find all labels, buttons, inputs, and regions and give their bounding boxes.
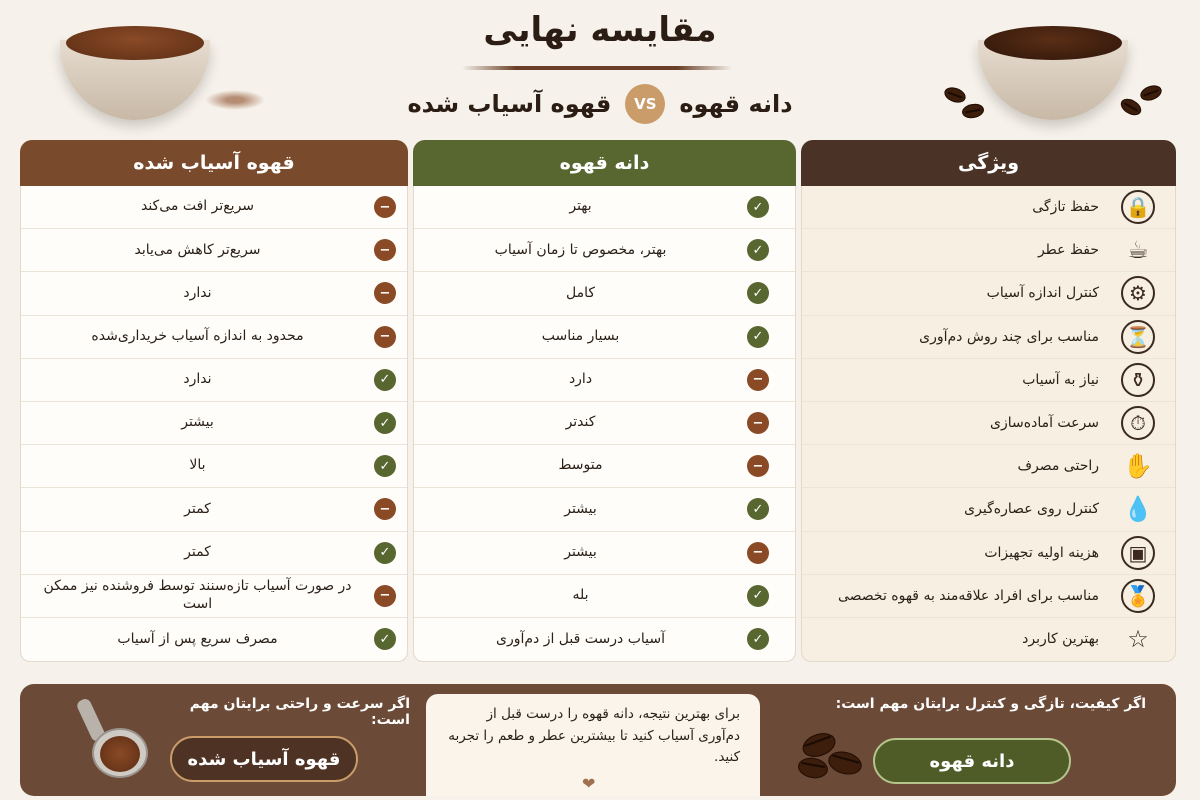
header xyxy=(0,0,1200,140)
beans-recommendation-note: اگر کیفیت، تازگی و کنترل برایتان مهم است: xyxy=(835,696,1146,712)
minus-icon: − xyxy=(374,282,396,304)
ground-column-header: قهوه آسیاب شده xyxy=(20,140,408,186)
beans-value: بهتر xyxy=(569,198,592,215)
feature-row xyxy=(802,618,1175,661)
coffee-beans-button[interactable]: دانه قهوه xyxy=(873,738,1071,784)
stopwatch-icon: ⏱ xyxy=(1121,406,1155,440)
check-icon: ✓ xyxy=(747,585,769,607)
feature-column-body xyxy=(801,186,1176,662)
wallet-icon: ▣ xyxy=(1121,536,1155,570)
ground-row xyxy=(21,575,407,618)
beans-column-body xyxy=(413,186,796,662)
check-icon: ✓ xyxy=(747,498,769,520)
beans-row xyxy=(414,618,795,661)
bean-icon xyxy=(942,85,967,106)
ground-column-body xyxy=(20,186,408,662)
beans-value: متوسط xyxy=(558,457,603,474)
feature-label: کنترل روی عصاره‌گیری xyxy=(964,501,1099,518)
check-icon: ✓ xyxy=(374,369,396,391)
feature-label: مناسب برای چند روش دم‌آوری xyxy=(919,328,1099,345)
ground-row xyxy=(21,229,407,272)
beans-row xyxy=(414,186,795,229)
beans-value: بهتر، مخصوص تا زمان آسیاب xyxy=(494,241,667,258)
beans-row xyxy=(414,532,795,575)
feature-label: کنترل اندازه آسیاب xyxy=(986,285,1099,302)
subtitle-ground: قهوه آسیاب شده xyxy=(407,90,612,118)
ground-value: ندارد xyxy=(183,284,212,301)
ground-value: بالا xyxy=(189,457,206,474)
ground-value: سریع‌تر افت می‌کند xyxy=(140,198,255,215)
shield-lock-icon: 🔒 xyxy=(1121,190,1155,224)
heart-icon: ❤ xyxy=(582,774,596,793)
beans-row xyxy=(414,575,795,618)
grinder-icon: ⚱ xyxy=(1121,363,1155,397)
coffee-scoop-image xyxy=(78,698,148,778)
beans-value: آسیاب درست قبل از دم‌آوری xyxy=(495,630,665,647)
feature-row xyxy=(802,186,1175,229)
beans-row xyxy=(414,229,795,272)
bean-icon xyxy=(961,102,985,120)
ground-row xyxy=(21,359,407,402)
minus-icon: − xyxy=(374,498,396,520)
feature-label: راحتی مصرف xyxy=(1017,458,1099,475)
ground-coffee-bowl-image xyxy=(60,40,210,120)
feature-label: هزینه اولیه تجهیزات xyxy=(984,544,1099,561)
ground-value: سریع‌تر کاهش می‌یابد xyxy=(134,241,261,258)
ground-value: کمتر xyxy=(184,500,211,517)
feature-row xyxy=(802,272,1175,315)
feature-column xyxy=(801,140,1176,662)
minus-icon: − xyxy=(374,585,396,607)
feature-label: سرعت آماده‌سازی xyxy=(990,415,1099,432)
feature-label: نیاز به آسیاب xyxy=(1022,371,1099,388)
ground-row xyxy=(21,532,407,575)
gear-icon: ⚙ xyxy=(1121,276,1155,310)
minus-icon: − xyxy=(747,369,769,391)
ground-row xyxy=(21,618,407,661)
ground-coffee-button[interactable]: قهوه آسیاب شده xyxy=(170,736,358,782)
feature-row xyxy=(802,229,1175,272)
vs-badge: VS xyxy=(625,84,665,124)
chemex-icon: ⏳ xyxy=(1121,320,1155,354)
check-icon: ✓ xyxy=(747,196,769,218)
drop-icon: 💧 xyxy=(1123,495,1153,524)
ground-recommendation-note: اگر سرعت و راحتی برایتان مهم است: xyxy=(189,696,410,728)
tip-card: برای بهترین نتیجه، دانه قهوه را درست قبل از دم‌آوری آسیاب کنید تا بیشترین عطر و طعم را تجربه کنید. xyxy=(426,694,760,796)
ok-hand-icon: ✋ xyxy=(1123,452,1153,481)
beans-column xyxy=(413,140,796,662)
minus-icon: − xyxy=(374,326,396,348)
beans-value: بسیار مناسب xyxy=(541,327,620,344)
feature-label: حفظ عطر xyxy=(1037,242,1099,259)
ground-row xyxy=(21,272,407,315)
title-underline xyxy=(462,66,732,70)
check-icon: ✓ xyxy=(374,455,396,477)
feature-label: حفظ تازگی xyxy=(1032,199,1099,216)
feature-row xyxy=(802,488,1175,531)
ground-row xyxy=(21,488,407,531)
beans-column-header: دانه قهوه xyxy=(413,140,796,186)
beans-row xyxy=(414,272,795,315)
feature-row xyxy=(802,359,1175,402)
coffee-beans-bowl-image xyxy=(978,40,1128,120)
ground-scatter xyxy=(205,90,265,110)
check-icon: ✓ xyxy=(747,628,769,650)
beans-row xyxy=(414,488,795,531)
beans-value: بیشتر xyxy=(564,500,597,517)
page-title: مقایسه نهایی xyxy=(483,10,717,50)
ground-column xyxy=(20,140,408,662)
beans-row xyxy=(414,316,795,359)
check-icon: ✓ xyxy=(747,239,769,261)
check-icon: ✓ xyxy=(747,326,769,348)
ground-row xyxy=(21,316,407,359)
feature-row xyxy=(802,402,1175,445)
subtitle xyxy=(360,82,840,126)
subtitle-beans: دانه قهوه xyxy=(679,90,793,118)
ground-value: بیشتر xyxy=(181,414,214,431)
beans-row xyxy=(414,359,795,402)
recommendation-panel xyxy=(20,684,1176,796)
check-icon: ✓ xyxy=(374,412,396,434)
beans-row xyxy=(414,445,795,488)
beans-value: کندتر xyxy=(565,414,596,431)
feature-label: مناسب برای افراد علاقه‌مند به قهوه تخصصی xyxy=(837,587,1099,604)
ground-row xyxy=(21,445,407,488)
feature-row xyxy=(802,532,1175,575)
minus-icon: − xyxy=(374,239,396,261)
bean-icon xyxy=(1138,83,1163,104)
ground-value: در صورت آسیاب تازه‌سنند توسط فروشنده نیز ممکن است xyxy=(43,578,352,612)
beans-value: کامل xyxy=(565,284,596,301)
feature-row xyxy=(802,316,1175,359)
check-icon: ✓ xyxy=(374,542,396,564)
beans-row xyxy=(414,402,795,445)
minus-icon: − xyxy=(747,542,769,564)
coffee-cup-icon: ☕ xyxy=(1127,236,1149,265)
minus-icon: − xyxy=(747,455,769,477)
ground-value: ندارد xyxy=(183,371,212,388)
feature-column-header: ویژگی xyxy=(801,140,1176,186)
beans-value: دارد xyxy=(568,371,593,388)
check-icon: ✓ xyxy=(747,282,769,304)
minus-icon: − xyxy=(374,196,396,218)
ground-value: محدود به اندازه آسیاب خریداری‌شده xyxy=(91,327,304,344)
minus-icon: − xyxy=(747,412,769,434)
feature-row xyxy=(802,575,1175,618)
medal-icon: 🏅 xyxy=(1121,579,1155,613)
ground-row xyxy=(21,186,407,229)
bean-icon xyxy=(1118,95,1144,118)
feature-label: بهترین کاربرد xyxy=(1022,631,1099,648)
check-icon: ✓ xyxy=(374,628,396,650)
star-icon: ☆ xyxy=(1127,625,1149,654)
feature-row xyxy=(802,445,1175,488)
beans-value: بله xyxy=(572,587,589,604)
ground-value: مصرف سریع پس از آسیاب xyxy=(117,630,278,647)
beans-value: بیشتر xyxy=(564,543,597,560)
ground-row xyxy=(21,402,407,445)
ground-value: کمتر xyxy=(184,543,211,560)
coffee-beans-image xyxy=(798,728,868,784)
